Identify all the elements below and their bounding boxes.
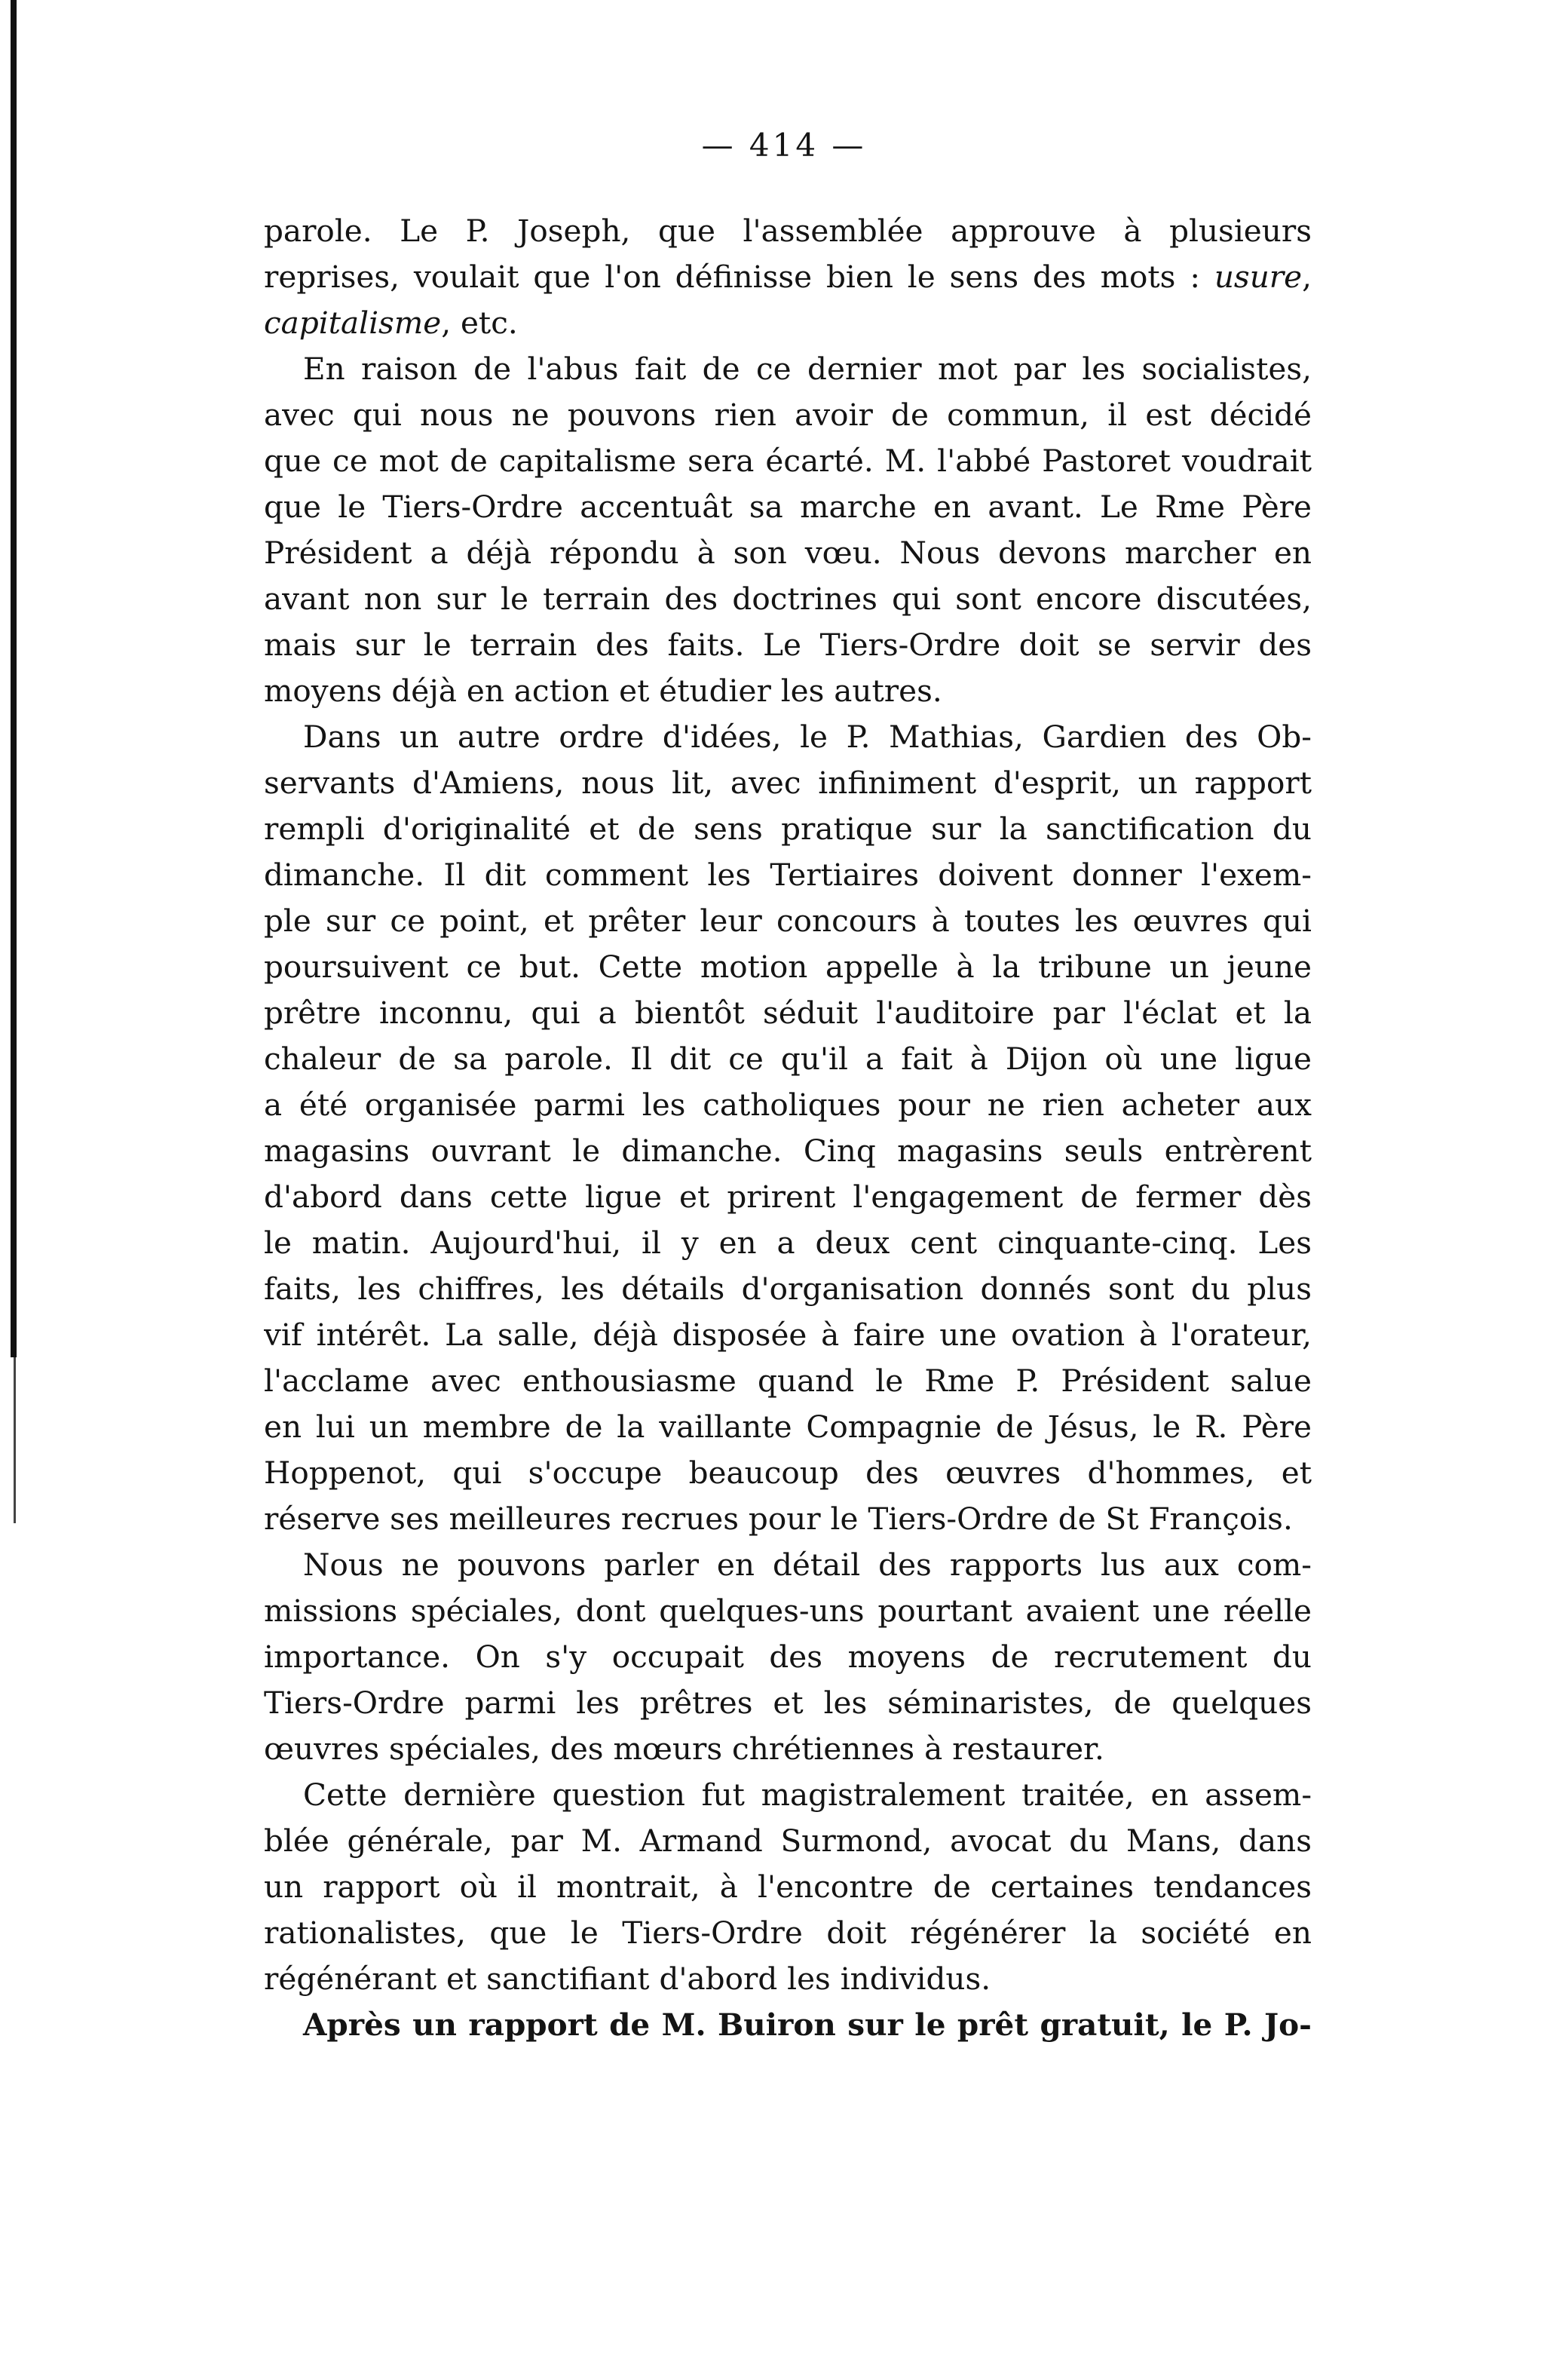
- text-line: magasins ouvrant le dimanche. Cinq magasins seuls entrèrent: [264, 1133, 1312, 1169]
- text-line: que ce mot de capitalisme sera écarté. M. l'abbé Pastoret voudrait: [264, 443, 1312, 479]
- text-line: avant non sur le terrain des doctrines qui sont encore discutées,: [264, 581, 1312, 617]
- text-line: blée générale, par M. Armand Surmond, avocat du Mans, dans: [264, 1823, 1312, 1859]
- text-line: le matin. Aujourd'hui, il y en a deux cent cinquante-cinq. Les: [264, 1225, 1312, 1261]
- text-line: réserve ses meilleures recrues pour le Tiers-Ordre de St François.: [264, 1501, 1293, 1537]
- text-line: poursuivent ce but. Cette motion appelle à la tribune un jeune: [264, 949, 1312, 985]
- text-line: prêtre inconnu, qui a bientôt séduit l'auditoire par l'éclat et la: [264, 995, 1312, 1031]
- text-line: œuvres spéciales, des mœurs chrétiennes à restaurer.: [264, 1731, 1104, 1767]
- text-line: importance. On s'y occupait des moyens de recrutement du: [264, 1639, 1312, 1675]
- text-line: En raison de l'abus fait de ce dernier mot par les socialistes,: [303, 351, 1312, 387]
- page-number: — 414 —: [701, 127, 867, 164]
- text-line: a été organisée parmi les catholiques pour ne rien acheter aux: [264, 1087, 1312, 1123]
- text-line: mais sur le terrain des faits. Le Tiers-Ordre doit se servir des: [264, 627, 1312, 663]
- text-line: reprises, voulait que l'on définisse bien le sens des mots : usure,: [264, 259, 1312, 295]
- text-line: Nous ne pouvons parler en détail des rapports lus aux com-: [303, 1547, 1312, 1583]
- body-text: [264, 208, 1312, 2048]
- italic-term: capitalisme: [264, 305, 442, 341]
- text-line: capitalisme, etc.: [264, 305, 518, 341]
- text-line: Après un rapport de M. Buiron sur le prêt gratuit, le P. Jo-: [303, 2007, 1312, 2043]
- text-line: rationalistes, que le Tiers-Ordre doit régénérer la société en: [264, 1915, 1312, 1951]
- scan-edge-rule: [11, 0, 17, 1357]
- text-line: parole. Le P. Joseph, que l'assemblée approuve à plusieurs: [264, 213, 1312, 249]
- text-line: missions spéciales, dont quelques-uns pourtant avaient une réelle: [264, 1593, 1312, 1629]
- text-line: faits, les chiffres, les détails d'organisation donnés sont du plus: [264, 1271, 1312, 1307]
- italic-term: usure: [1214, 259, 1303, 295]
- text-line: en lui un membre de la vaillante Compagnie de Jésus, le R. Père: [264, 1409, 1312, 1445]
- text-line: avec qui nous ne pouvons rien avoir de commun, il est décidé: [264, 397, 1312, 433]
- text-line: régénérant et sanctifiant d'abord les individus.: [264, 1961, 991, 1997]
- text-line: servants d'Amiens, nous lit, avec infiniment d'esprit, un rapport: [264, 765, 1312, 801]
- text-line: Tiers-Ordre parmi les prêtres et les séminaristes, de quelques: [264, 1685, 1312, 1721]
- text-line: moyens déjà en action et étudier les autres.: [264, 673, 942, 709]
- text-line: un rapport où il montrait, à l'encontre de certaines tendances: [264, 1869, 1312, 1905]
- scan-edge-rule-thin: [14, 1357, 16, 1523]
- text-line: vif intérêt. La salle, déjà disposée à faire une ovation à l'orateur,: [264, 1317, 1312, 1353]
- text-line: Dans un autre ordre d'idées, le P. Mathias, Gardien des Ob-: [303, 719, 1312, 755]
- text-line: rempli d'originalité et de sens pratique sur la sanctification du: [264, 811, 1312, 847]
- text-line: Président a déjà répondu à son vœu. Nous devons marcher en: [264, 535, 1312, 571]
- text-line: Cette dernière question fut magistralement traitée, en assem-: [303, 1777, 1312, 1813]
- text-line: Hoppenot, qui s'occupe beaucoup des œuvres d'hommes, et: [264, 1455, 1312, 1491]
- text-line: dimanche. Il dit comment les Tertiaires doivent donner l'exem-: [264, 857, 1312, 893]
- text-line: ple sur ce point, et prêter leur concours à toutes les œuvres qui: [264, 903, 1312, 939]
- text-line: l'acclame avec enthousiasme quand le Rme P. Président salue: [264, 1363, 1312, 1399]
- text-line: d'abord dans cette ligue et prirent l'engagement de fermer dès: [264, 1179, 1312, 1215]
- text-line: que le Tiers-Ordre accentuât sa marche en avant. Le Rme Père: [264, 489, 1312, 525]
- text-line: chaleur de sa parole. Il dit ce qu'il a fait à Dijon où une ligue: [264, 1041, 1312, 1077]
